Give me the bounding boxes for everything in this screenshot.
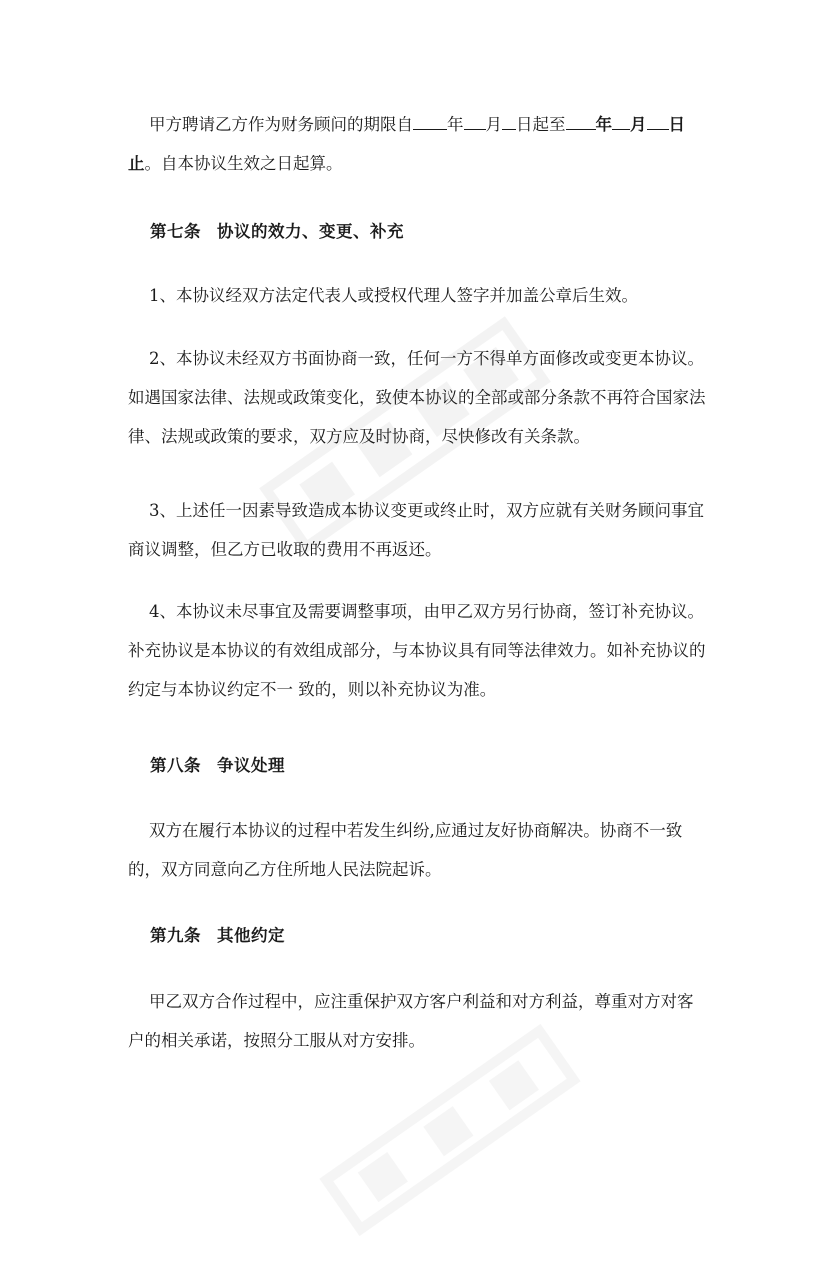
term-month-2: 月 bbox=[630, 115, 647, 134]
article-7-clause-3: 3、上述任一因素导致造成本协议变更或终止时，双方应就有关财务顾问事宜商议调整，但乙方已收取的费用不再返还。 bbox=[128, 501, 704, 559]
article-7-number: 第七条 bbox=[150, 222, 201, 241]
article-7-clause-2: 2、本协议未经双方书面协商一致，任何一方不得单方面修改或变更本协议。如遇国家法律、法规或政策变化，致使本协议的全部或部分条款不再符合国家法律、法规或政策的要求，双方应及时协商，尽快修改有关条款。 bbox=[128, 349, 706, 446]
day-blank-1 bbox=[502, 111, 516, 130]
article-9-title: 其他约定 bbox=[217, 926, 285, 945]
article-7-clause-1: 1、本协议经双方法定代表人或授权代理人签字并加盖公章后生效。 bbox=[149, 286, 638, 305]
year-blank-1 bbox=[413, 111, 447, 130]
article-8-heading bbox=[150, 752, 285, 776]
term-end: 止 bbox=[128, 154, 145, 173]
term-month-1: 月 bbox=[485, 115, 502, 134]
article-9-number: 第九条 bbox=[150, 926, 201, 945]
month-blank-1 bbox=[464, 111, 486, 130]
article-9-heading bbox=[150, 922, 285, 946]
article-8-number: 第八条 bbox=[150, 756, 201, 775]
day-blank-2 bbox=[647, 111, 669, 130]
term-paragraph bbox=[128, 105, 708, 183]
article-7-title: 协议的效力、变更、补充 bbox=[217, 222, 404, 241]
year-blank-2 bbox=[566, 111, 596, 130]
article-8-paragraph: 双方在履行本协议的过程中若发生纠纷,应通过友好协商解决。协商不一致的，双方同意向乙方住所地人民法院起诉。 bbox=[128, 821, 683, 879]
article-7-heading bbox=[150, 218, 404, 242]
article-8-title: 争议处理 bbox=[217, 756, 285, 775]
article-9-paragraph: 甲乙双方合作过程中，应注重保护双方客户利益和对方利益，尊重对方对客户的相关承诺，按照分工服从对方安排。 bbox=[128, 992, 694, 1050]
article-7-clause-4: 4、本协议未尽事宜及需要调整事项，由甲乙双方另行协商，签订补充协议。补充协议是本协议的有效组成部分，与本协议具有同等法律效力。如补充协议的约定与本协议约定不一 致的，则以补充协议为准。 bbox=[128, 602, 706, 699]
term-day-2: 日 bbox=[668, 115, 685, 134]
term-year-1: 年 bbox=[447, 115, 464, 134]
term-rest: 。自本协议生效之日起算。 bbox=[144, 154, 343, 173]
term-year-2: 年 bbox=[595, 115, 612, 134]
term-day-to: 日起至 bbox=[516, 115, 566, 134]
term-intro: 甲方聘请乙方作为财务顾问的期限自 bbox=[149, 115, 413, 134]
month-blank-2 bbox=[612, 111, 630, 130]
